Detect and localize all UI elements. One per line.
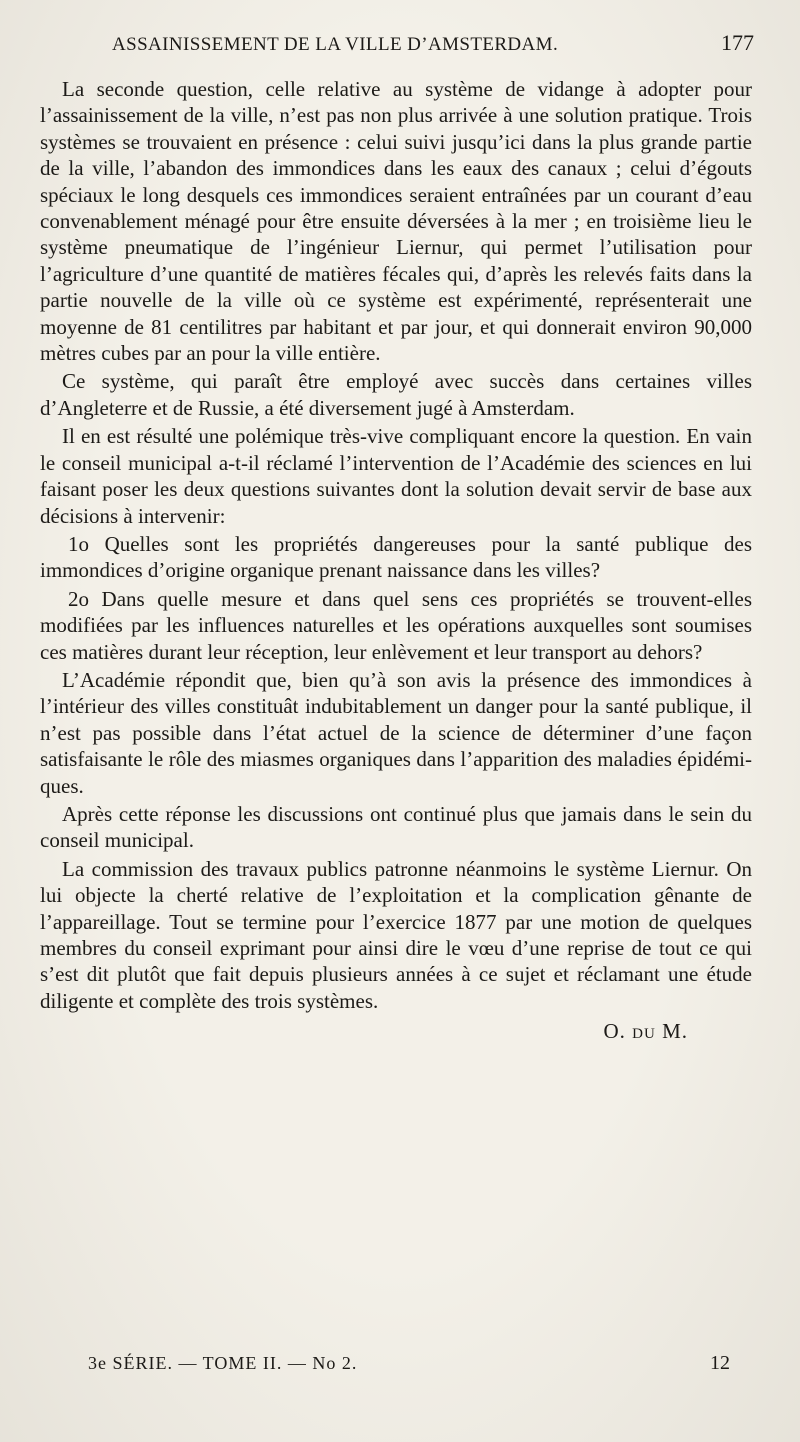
- signature-name: M.: [662, 1019, 688, 1044]
- article-body: [40, 76, 752, 1048]
- signature-initial: O.: [603, 1019, 626, 1044]
- footer-series: 3e SÉRIE. — TOME II. — No 2.: [88, 1353, 358, 1373]
- paragraph-systeme-juge: Ce système, qui paraît être employé avec succès dans certaines villes d’Angleterre et de Russie, a été diversement jugé à Amsterdam.: [40, 369, 752, 420]
- paragraph-discussions: Après cette réponse les discussions ont continué plus que jamais dans le sein du conseil municipal.: [40, 801, 752, 853]
- paragraph-question-2: 2o Dans quelle mesure et dans quel sens ces propriétés se trouvent-elles modifiées par les influences naturelles et les opérations auxquelles sont soumises ces matières durant leur réception, leur enlèvement et leur transport au dehors?: [40, 586, 752, 664]
- paragraph-question-1: 1o Quelles sont les propriétés dangereuses pour la santé publique des immondices d’origine organique prenant naissance dans les villes?: [40, 531, 752, 583]
- paragraph-academie-reponse: L’Académie répondit que, bien qu’à son avis la présence des immondices à l’intérieur des villes constituât indubitablement un danger pour la santé publique, il n’est pas possible dans l’état actuel de la science de déterminer d’une façon satisfaisante le rôle des miasmes organiques dans l’apparition des maladies épidémiques.: [40, 667, 752, 798]
- running-header: [112, 30, 754, 64]
- paragraph-vidange-question: La seconde question, celle relative au système de vidange à adopter pour l’assainissement de la ville, n’est pas non plus arrivée à une solution pratique. Trois systèmes se trouvaient en présence : celui suivi jusqu’ici dans la plus grande partie de la ville, l’abandon des immondices dans les eaux des canaux ; celui d’égouts spéciaux le long desquels ces immondices seraient entraînées par un courant d’eau convenablement ménagé pour être ensuite déversées à la mer ; en troisième lieu le système pneumatique de l’ingénieur Liernur, qui permet l’utilisation pour l’agriculture d’une quantité de matières fécales qui, d’après les relevés faits dans la partie nouvelle de la ville où ce système est expérimenté, représenterait une moyenne de 81 centilitres par habitant et par jour, et qui donnerait environ 90,000 mètres cubes par an pour la ville entière.: [40, 77, 752, 366]
- paragraph-polemique: Il en est résulté une polémique très-vive compliquant encore la question. En vain le conseil municipal a-t-il réclamé l’intervention de l’Académie des sciences en lui faisant poser les deux questions suivantes dont la solution devait servir de base aux décisions à intervenir:: [40, 424, 752, 528]
- running-title: ASSAINISSEMENT DE LA VILLE D’AMSTERDAM.: [112, 34, 559, 55]
- signature-particle: DU: [632, 1026, 656, 1043]
- page-number: 177: [721, 30, 754, 55]
- paragraph-commission: La commission des travaux publics patronne néanmoins le système Liernur. On lui objecte la cherté relative de l’exploitation et la complication gênante de l’appareillage. Tout se termine pour l’exercice 1877 par une motion de quelques membres du conseil exprimant pour ainsi dire le vœu d’une reprise de tout ce qui s’est dit plutôt que fait depuis plusieurs années à ce sujet et réclamant une étude diligente et complète des trois systèmes.: [40, 856, 752, 1013]
- author-signature: [40, 1018, 752, 1047]
- page-footer: [88, 1352, 730, 1375]
- footer-sheet-number: 12: [710, 1352, 730, 1374]
